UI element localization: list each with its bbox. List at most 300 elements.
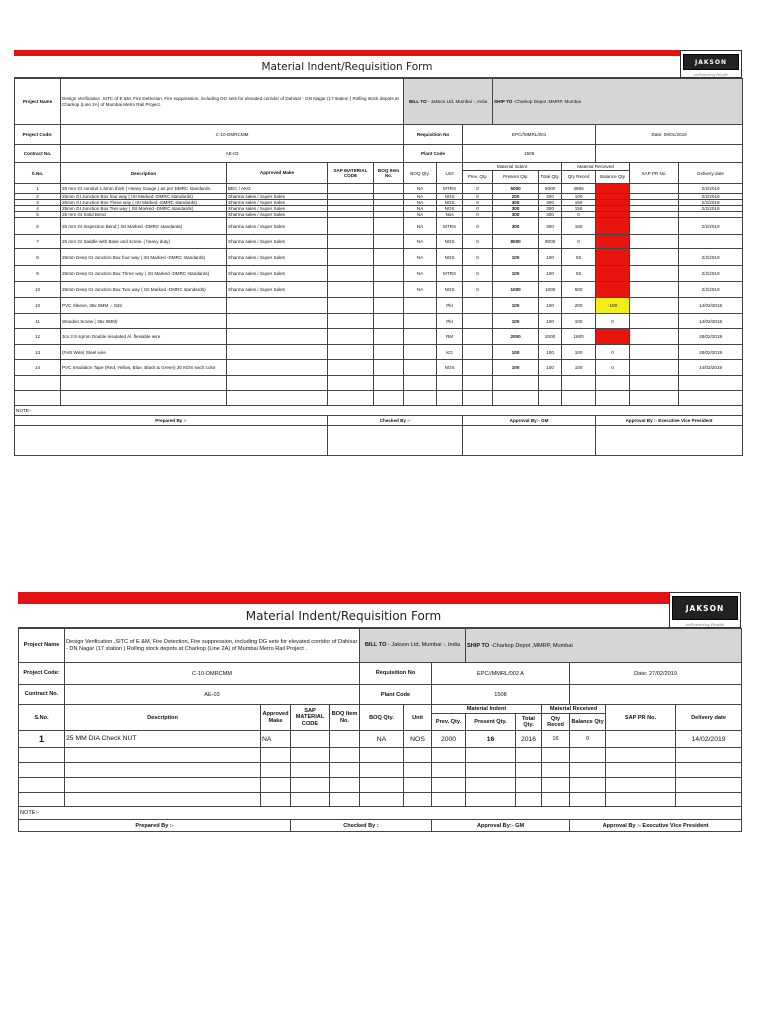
empty-cell	[261, 778, 291, 793]
empty-cell	[261, 748, 291, 763]
ship-to-value: -Charkop Depot ,MMRP, Mumbai	[513, 99, 581, 104]
col-approved-make: Approved Make	[261, 705, 291, 731]
col-total-qty: Total Qty.	[516, 714, 542, 731]
row-qty-reced: 1800	[562, 329, 596, 345]
row-sno: 5	[15, 212, 61, 218]
empty-cell	[542, 793, 570, 807]
row-boq-item	[374, 298, 404, 314]
row-boq-item	[374, 360, 404, 376]
jakson-logo	[680, 50, 742, 78]
row-boq-qty	[404, 314, 437, 329]
empty-cell	[374, 391, 404, 406]
empty-cell	[516, 793, 542, 807]
item-rows	[15, 184, 743, 376]
row-approved-make: Sharma sales / Super Sales	[227, 266, 328, 282]
empty-cell	[65, 778, 261, 793]
project-code: C-10-DMRCMM	[61, 125, 404, 145]
row-balance-qty: 0	[570, 731, 606, 748]
bill-to-value: - Jakson Ltd, Mumbai -, India	[388, 642, 461, 649]
requisition-no: EPC//MMRL/002 A	[432, 663, 570, 685]
row-sap-pr-no	[630, 184, 679, 194]
row-approved-make	[227, 345, 328, 360]
empty-cell	[539, 376, 562, 391]
row-boq-item	[374, 314, 404, 329]
row-sap-pr-no	[630, 218, 679, 235]
row-sap-code	[328, 235, 374, 249]
project-code: C-10-DMRCMM	[65, 663, 360, 685]
empty-cell	[19, 748, 65, 763]
row-prev-qty: 0	[463, 200, 493, 206]
empty-cell	[404, 793, 432, 807]
col-boq-item-no: BOQ Item No.	[330, 705, 360, 731]
row-sno: 6	[15, 218, 61, 235]
row-present-qty: 8000	[493, 235, 539, 249]
row-total-qty: 300	[539, 212, 562, 218]
row-sap-code	[328, 360, 374, 376]
row-balance-qty: 0	[596, 184, 630, 194]
row-sap-code	[328, 218, 374, 235]
col-unit: Unit	[437, 163, 463, 184]
row-delivery-date: 2/2/2019	[679, 194, 743, 200]
row-unit: NOS	[437, 249, 463, 266]
empty-cell	[330, 778, 360, 793]
empty-cell	[516, 748, 542, 763]
row-balance-qty: 0	[596, 360, 630, 376]
col-present-qty: Present Qty.	[466, 714, 516, 731]
empty-cell	[360, 763, 404, 778]
row-qty-reced: 4866	[562, 184, 596, 194]
col-unit: Unit	[404, 705, 432, 731]
empty-cell	[227, 391, 328, 406]
bill-to-value: - Jakson Ltd, Mumbai -, India	[427, 98, 488, 104]
bill-to	[404, 79, 493, 125]
row-description: 25mm Deep GI Junction Box Two way ( ISI Marked -DMRC standards)	[61, 282, 227, 298]
row-prev-qty: 0	[463, 184, 493, 194]
row-approved-make	[227, 329, 328, 345]
plant-code: 1508	[432, 685, 570, 705]
empty-cell	[261, 763, 291, 778]
empty-cell	[570, 793, 606, 807]
row-qty-reced: 150	[562, 200, 596, 206]
col-sap-pr-no: SAP PR No.	[630, 163, 679, 184]
row-sap-code	[328, 329, 374, 345]
plant-code-label: Plant Code	[360, 685, 432, 705]
empty-cell	[437, 391, 463, 406]
row-delivery-date: 14/02/2019	[679, 314, 743, 329]
empty-cell	[676, 793, 742, 807]
col-sap-material-code: SAP MATERIAL CODE	[328, 163, 374, 184]
row-present-qty: 200	[493, 194, 539, 200]
row-sap-code	[291, 731, 330, 748]
row-sap-code	[328, 298, 374, 314]
row-total-qty: 8000	[539, 235, 562, 249]
empty-cell	[404, 391, 437, 406]
empty-cell	[291, 763, 330, 778]
row-sno: 2	[15, 194, 61, 200]
row-sno: 9	[15, 266, 61, 282]
row-qty-reced: 500	[562, 282, 596, 298]
row-unit: NOS	[404, 731, 432, 748]
row-sap-code	[328, 282, 374, 298]
row-total-qty: 100	[539, 298, 562, 314]
row-balance-qty: 8000	[596, 235, 630, 249]
row-sap-code	[328, 266, 374, 282]
empty-cell	[330, 793, 360, 807]
col-sap-pr-no: SAP PR No.	[606, 705, 676, 731]
empty-cell	[65, 748, 261, 763]
empty-cell	[466, 763, 516, 778]
empty-cell	[19, 763, 65, 778]
row-sno: 1	[19, 731, 65, 748]
row-description: 25 mm GI conduit 1.6mm thick ( Heavy Gauge ) as per DMRC standards.	[61, 184, 227, 194]
contract-no-label: Contract No.	[15, 145, 61, 163]
header-bar	[18, 592, 669, 604]
row-delivery-date: 2/2/2019	[679, 218, 743, 235]
row-prev-qty	[463, 329, 493, 345]
row-delivery-date	[679, 235, 743, 249]
row-unit: NOS	[437, 194, 463, 200]
row-approved-make: NA	[261, 731, 291, 748]
table-row	[15, 282, 743, 298]
empty-cell	[437, 376, 463, 391]
empty-cell	[466, 778, 516, 793]
row-balance-qty: 150	[596, 200, 630, 206]
row-sno: 13	[15, 345, 61, 360]
row-total-qty: 100	[539, 345, 562, 360]
empty-row	[15, 376, 743, 391]
row-unit: Pkt	[437, 314, 463, 329]
row-description: PVC Insulation Tape (Red, Yellow, Blue, Black & Green) 20 NOS each color	[61, 360, 227, 376]
row-present-qty: 16	[466, 731, 516, 748]
row-total-qty: 200	[539, 194, 562, 200]
col-approved-make: Approved Make	[227, 163, 328, 184]
empty-cell	[328, 391, 374, 406]
row-sap-pr-no	[630, 266, 679, 282]
row-boq-qty: NA	[404, 206, 437, 212]
row-delivery-date: 14/02/2019	[679, 360, 743, 376]
row-qty-reced: 100	[562, 360, 596, 376]
empty-cell	[562, 391, 596, 406]
row-boq-qty: NA	[404, 212, 437, 218]
col-material-indent: Material Indent	[463, 163, 562, 171]
bill-to-label: BILL TO	[364, 642, 387, 649]
empty-cell	[596, 391, 630, 406]
row-delivery-date: 2/2/2019	[679, 206, 743, 212]
row-unit: MTRS	[437, 218, 463, 235]
row-approved-make: BEC / AKG	[227, 184, 328, 194]
row-approved-make: Sharma sales / Super Sales	[227, 200, 328, 206]
col-boq-qty: BOQ Qty.	[360, 705, 404, 731]
project-name: Design Verification ,SITC of E &M, Fire Detection, Fire suppression, including DG sets for elevated corridor of Dahisar - DN Nagar (17 station ) Rolling stock depots at Charkop (Line 2A) of Mumbai Metro Rail Project .	[65, 629, 360, 663]
col-boq-qty: BOQ Qty.	[404, 163, 437, 184]
row-present-qty: 100	[493, 249, 539, 266]
row-balance-qty: 150	[596, 206, 630, 212]
row-description: 25 mm GI Saddle with Base and screw. ( heavy duty)	[61, 235, 227, 249]
row-sap-code	[328, 314, 374, 329]
row-approved-make	[227, 360, 328, 376]
row-boq-item	[374, 184, 404, 194]
empty-row	[19, 748, 742, 763]
row-unit: NOS	[437, 206, 463, 212]
empty-cell	[15, 376, 61, 391]
note: NOTE:-	[19, 807, 742, 820]
row-description: (Fish Wire) Steel wire	[61, 345, 227, 360]
empty-cell	[432, 793, 466, 807]
empty-cell	[61, 391, 227, 406]
row-balance-qty: 200	[596, 329, 630, 345]
row-unit: MTRS	[437, 184, 463, 194]
col-total-qty: Total Qty.	[539, 171, 562, 184]
row-description: 25mm Deep GI Junction Box four way ( ISI Marked -DMRC standards)	[61, 249, 227, 266]
empty-cell	[570, 748, 606, 763]
row-prev-qty: 0	[463, 235, 493, 249]
row-total-qty: 300	[539, 206, 562, 212]
jakson-logo	[669, 592, 741, 628]
ship-to	[466, 629, 742, 663]
row-prev-qty: 0	[463, 218, 493, 235]
row-sap-pr-no	[606, 731, 676, 748]
empty-cell	[542, 748, 570, 763]
row-boq-qty: NA	[404, 200, 437, 206]
gm-sign-box	[463, 426, 596, 456]
row-prev-qty: 2000	[432, 731, 466, 748]
col-material-received: Material Received	[542, 705, 606, 714]
empty-cell	[330, 748, 360, 763]
row-boq-qty	[404, 345, 437, 360]
row-delivery-date: 2/2/2019	[679, 200, 743, 206]
empty-cell	[676, 748, 742, 763]
row-unit: MTRS	[437, 266, 463, 282]
row-present-qty: 100	[493, 345, 539, 360]
row-boq-qty	[404, 298, 437, 314]
empty-cell	[542, 778, 570, 793]
row-prev-qty: 0	[463, 206, 493, 212]
project-name-label: Project Name	[15, 79, 61, 125]
row-approved-make: Sharma sales / Super Sales	[227, 249, 328, 266]
row-delivery-date: 2/2/2019	[679, 266, 743, 282]
row-prev-qty	[463, 314, 493, 329]
row-sno: 14	[15, 360, 61, 376]
row-unit: Pkt	[437, 298, 463, 314]
empty-cell	[606, 778, 676, 793]
row-total-qty: 100	[539, 314, 562, 329]
table-row	[15, 266, 743, 282]
row-approved-make: Sharma sales / Super Sales	[227, 212, 328, 218]
bill-to-label: BILL TO	[408, 98, 427, 104]
row-boq-item	[374, 282, 404, 298]
row-boq-qty	[404, 360, 437, 376]
row-qty-reced: 100	[562, 194, 596, 200]
row-sap-code	[328, 184, 374, 194]
row-present-qty: 300	[493, 206, 539, 212]
ship-to-label: SHIP TO	[494, 99, 513, 104]
row-unit: NOS	[437, 200, 463, 206]
row-balance-qty: 100	[596, 194, 630, 200]
row-present-qty: 300	[493, 218, 539, 235]
empty-cell	[291, 778, 330, 793]
approval-gm: Approval By:- GM	[463, 416, 596, 426]
table-row	[15, 298, 743, 314]
empty-cell	[570, 763, 606, 778]
indent-form-1	[14, 50, 742, 482]
row-present-qty: 100	[493, 266, 539, 282]
row-balance-qty: 300	[596, 212, 630, 218]
row-unit: NOS	[437, 282, 463, 298]
col-present-qty: Present Qty.	[493, 171, 539, 184]
empty-cell	[676, 763, 742, 778]
approval-gm: Approval By:- GM	[432, 820, 570, 832]
empty-cell	[679, 391, 743, 406]
row-prev-qty: 0	[463, 266, 493, 282]
row-prev-qty: 0	[463, 212, 493, 218]
row-boq-qty: NA	[404, 266, 437, 282]
row-qty-reced: 150	[562, 218, 596, 235]
approval-evp: Approval By :- Executive Vice President	[570, 820, 742, 832]
row-qty-reced: 200	[562, 298, 596, 314]
empty-cell	[360, 793, 404, 807]
empty-cell	[606, 793, 676, 807]
plant-code: 1508	[463, 145, 596, 163]
row-approved-make: Sharma sales / Super Sales	[227, 235, 328, 249]
row-prev-qty: 0	[463, 282, 493, 298]
row-sno: 11	[15, 314, 61, 329]
col-qty-reced: Qty Reced	[562, 171, 596, 184]
row-sno: 4	[15, 206, 61, 212]
row-prev-qty: 0	[463, 194, 493, 200]
row-total-qty: 5000	[539, 184, 562, 194]
row-boq-item	[374, 266, 404, 282]
blank-rows	[15, 376, 743, 406]
table-row	[15, 249, 743, 266]
row-unit: NOS	[437, 235, 463, 249]
col-qty-reced: Qty Reced	[542, 714, 570, 731]
row-present-qty: 100	[493, 298, 539, 314]
row-total-qty: 100	[539, 266, 562, 282]
row-balance-qty: 50	[596, 249, 630, 266]
empty-cell	[432, 748, 466, 763]
evp-sign-box	[596, 426, 743, 456]
row-delivery-date: 28/02/2019	[679, 345, 743, 360]
project-name-label: Project Name	[19, 629, 65, 663]
col-delivery-date: Delivery date	[676, 705, 742, 731]
empty-cell	[466, 793, 516, 807]
row-total-qty: 100	[539, 249, 562, 266]
form-date: Date: 09/01/2019	[596, 125, 743, 145]
indent-table	[18, 628, 742, 832]
row-total-qty: 300	[539, 200, 562, 206]
row-present-qty: 2000	[493, 329, 539, 345]
table-row	[19, 731, 742, 748]
col-description: Description	[65, 705, 261, 731]
project-code-label: Project Code:	[15, 125, 61, 145]
row-description: 25mm GI Junction Box Three way ( ISI Marked -DMRC standards)	[61, 200, 227, 206]
col-sno: S.No.	[19, 705, 65, 731]
row-boq-qty: NA	[360, 731, 404, 748]
col-material-received: Material Received	[562, 163, 630, 171]
row-boq-qty: NA	[404, 282, 437, 298]
table-row	[15, 329, 743, 345]
empty-cell	[328, 376, 374, 391]
row-description: 25mm GI Junction Box four way ( ISI Marked -DMRC standards)	[61, 194, 227, 200]
empty-cell	[374, 376, 404, 391]
row-boq-item	[374, 345, 404, 360]
row-unit: Nos	[437, 212, 463, 218]
row-delivery-date: 14/02/2019	[679, 298, 743, 314]
empty-cell	[516, 778, 542, 793]
empty-cell	[562, 376, 596, 391]
col-prev-qty: Prev. Qty.	[463, 171, 493, 184]
col-balance-qty: Balance Qty	[570, 714, 606, 731]
empty-cell	[404, 778, 432, 793]
row-sap-code	[328, 249, 374, 266]
row-prev-qty	[463, 360, 493, 376]
row-boq-qty: NA	[404, 184, 437, 194]
project-name: Design Verification ,SITC of E &M, Fire Detection, Fire suppression, including DG sets for elevated corridor of Dahisar - DN Nagar (17 station ) Rolling stock depots at Charkop (Line 2A) of Mumbai Metro Rail Project.	[61, 79, 404, 125]
row-present-qty: 300	[493, 212, 539, 218]
col-prev-qty: Prev. Qty.	[432, 714, 466, 731]
empty-cell	[493, 391, 539, 406]
row-delivery-date: 14/02/2019	[676, 731, 742, 748]
empty-cell	[291, 748, 330, 763]
empty-cell	[542, 763, 570, 778]
empty-cell	[65, 793, 261, 807]
empty-cell	[330, 763, 360, 778]
row-sap-pr-no	[630, 329, 679, 345]
logo-tagline: enPowering People	[694, 73, 728, 77]
table-row	[15, 345, 743, 360]
row-qty-reced: 100	[562, 314, 596, 329]
table-row	[15, 360, 743, 376]
empty-cell	[493, 376, 539, 391]
row-qty-reced: 16	[542, 731, 570, 748]
logo-wordmark: JAKSON	[672, 596, 738, 620]
row-boq-item	[374, 235, 404, 249]
bill-to	[360, 629, 466, 663]
note: NOTE:-	[15, 406, 743, 416]
row-qty-reced: 150	[562, 206, 596, 212]
row-approved-make	[227, 314, 328, 329]
plant-code-label: Plant Code	[404, 145, 463, 163]
row-qty-reced: 0	[562, 212, 596, 218]
row-description: Wooden Screw ( 35x 8MM)	[61, 314, 227, 329]
row-description: 25 mm GI Solid Bend	[61, 212, 227, 218]
row-qty-reced: 50	[562, 266, 596, 282]
row-boq-item	[330, 731, 360, 748]
row-balance-qty: 0	[596, 345, 630, 360]
row-total-qty: 2016	[516, 731, 542, 748]
approval-evp: Approval By :- Executive Vice President	[596, 416, 743, 426]
row-delivery-date: 2/2/2019	[679, 282, 743, 298]
row-boq-qty: NA	[404, 194, 437, 200]
logo-wordmark: JAKSON	[683, 54, 739, 70]
row-sno: 7	[15, 235, 61, 249]
row-approved-make: Sharma sales / Super Sales	[227, 206, 328, 212]
empty-cell	[463, 376, 493, 391]
row-balance-qty: 500	[596, 282, 630, 298]
col-material-indent: Material Indent	[432, 705, 542, 714]
form-title: Material Indent/Requisition Form	[14, 56, 680, 78]
row-sno: 10	[15, 282, 61, 298]
col-boq-item-no: BOQ Item No.	[374, 163, 404, 184]
row-prev-qty	[463, 345, 493, 360]
table-row	[15, 184, 743, 194]
row-present-qty: 300	[493, 200, 539, 206]
empty-cell	[404, 748, 432, 763]
col-description: Description	[61, 163, 227, 184]
row-description: PVC Sleeve, 35x 8MM ,- Gitti	[61, 298, 227, 314]
form-date: Date: 27/02/2019	[570, 663, 742, 685]
requisition-no-label: Requisition No	[360, 663, 432, 685]
